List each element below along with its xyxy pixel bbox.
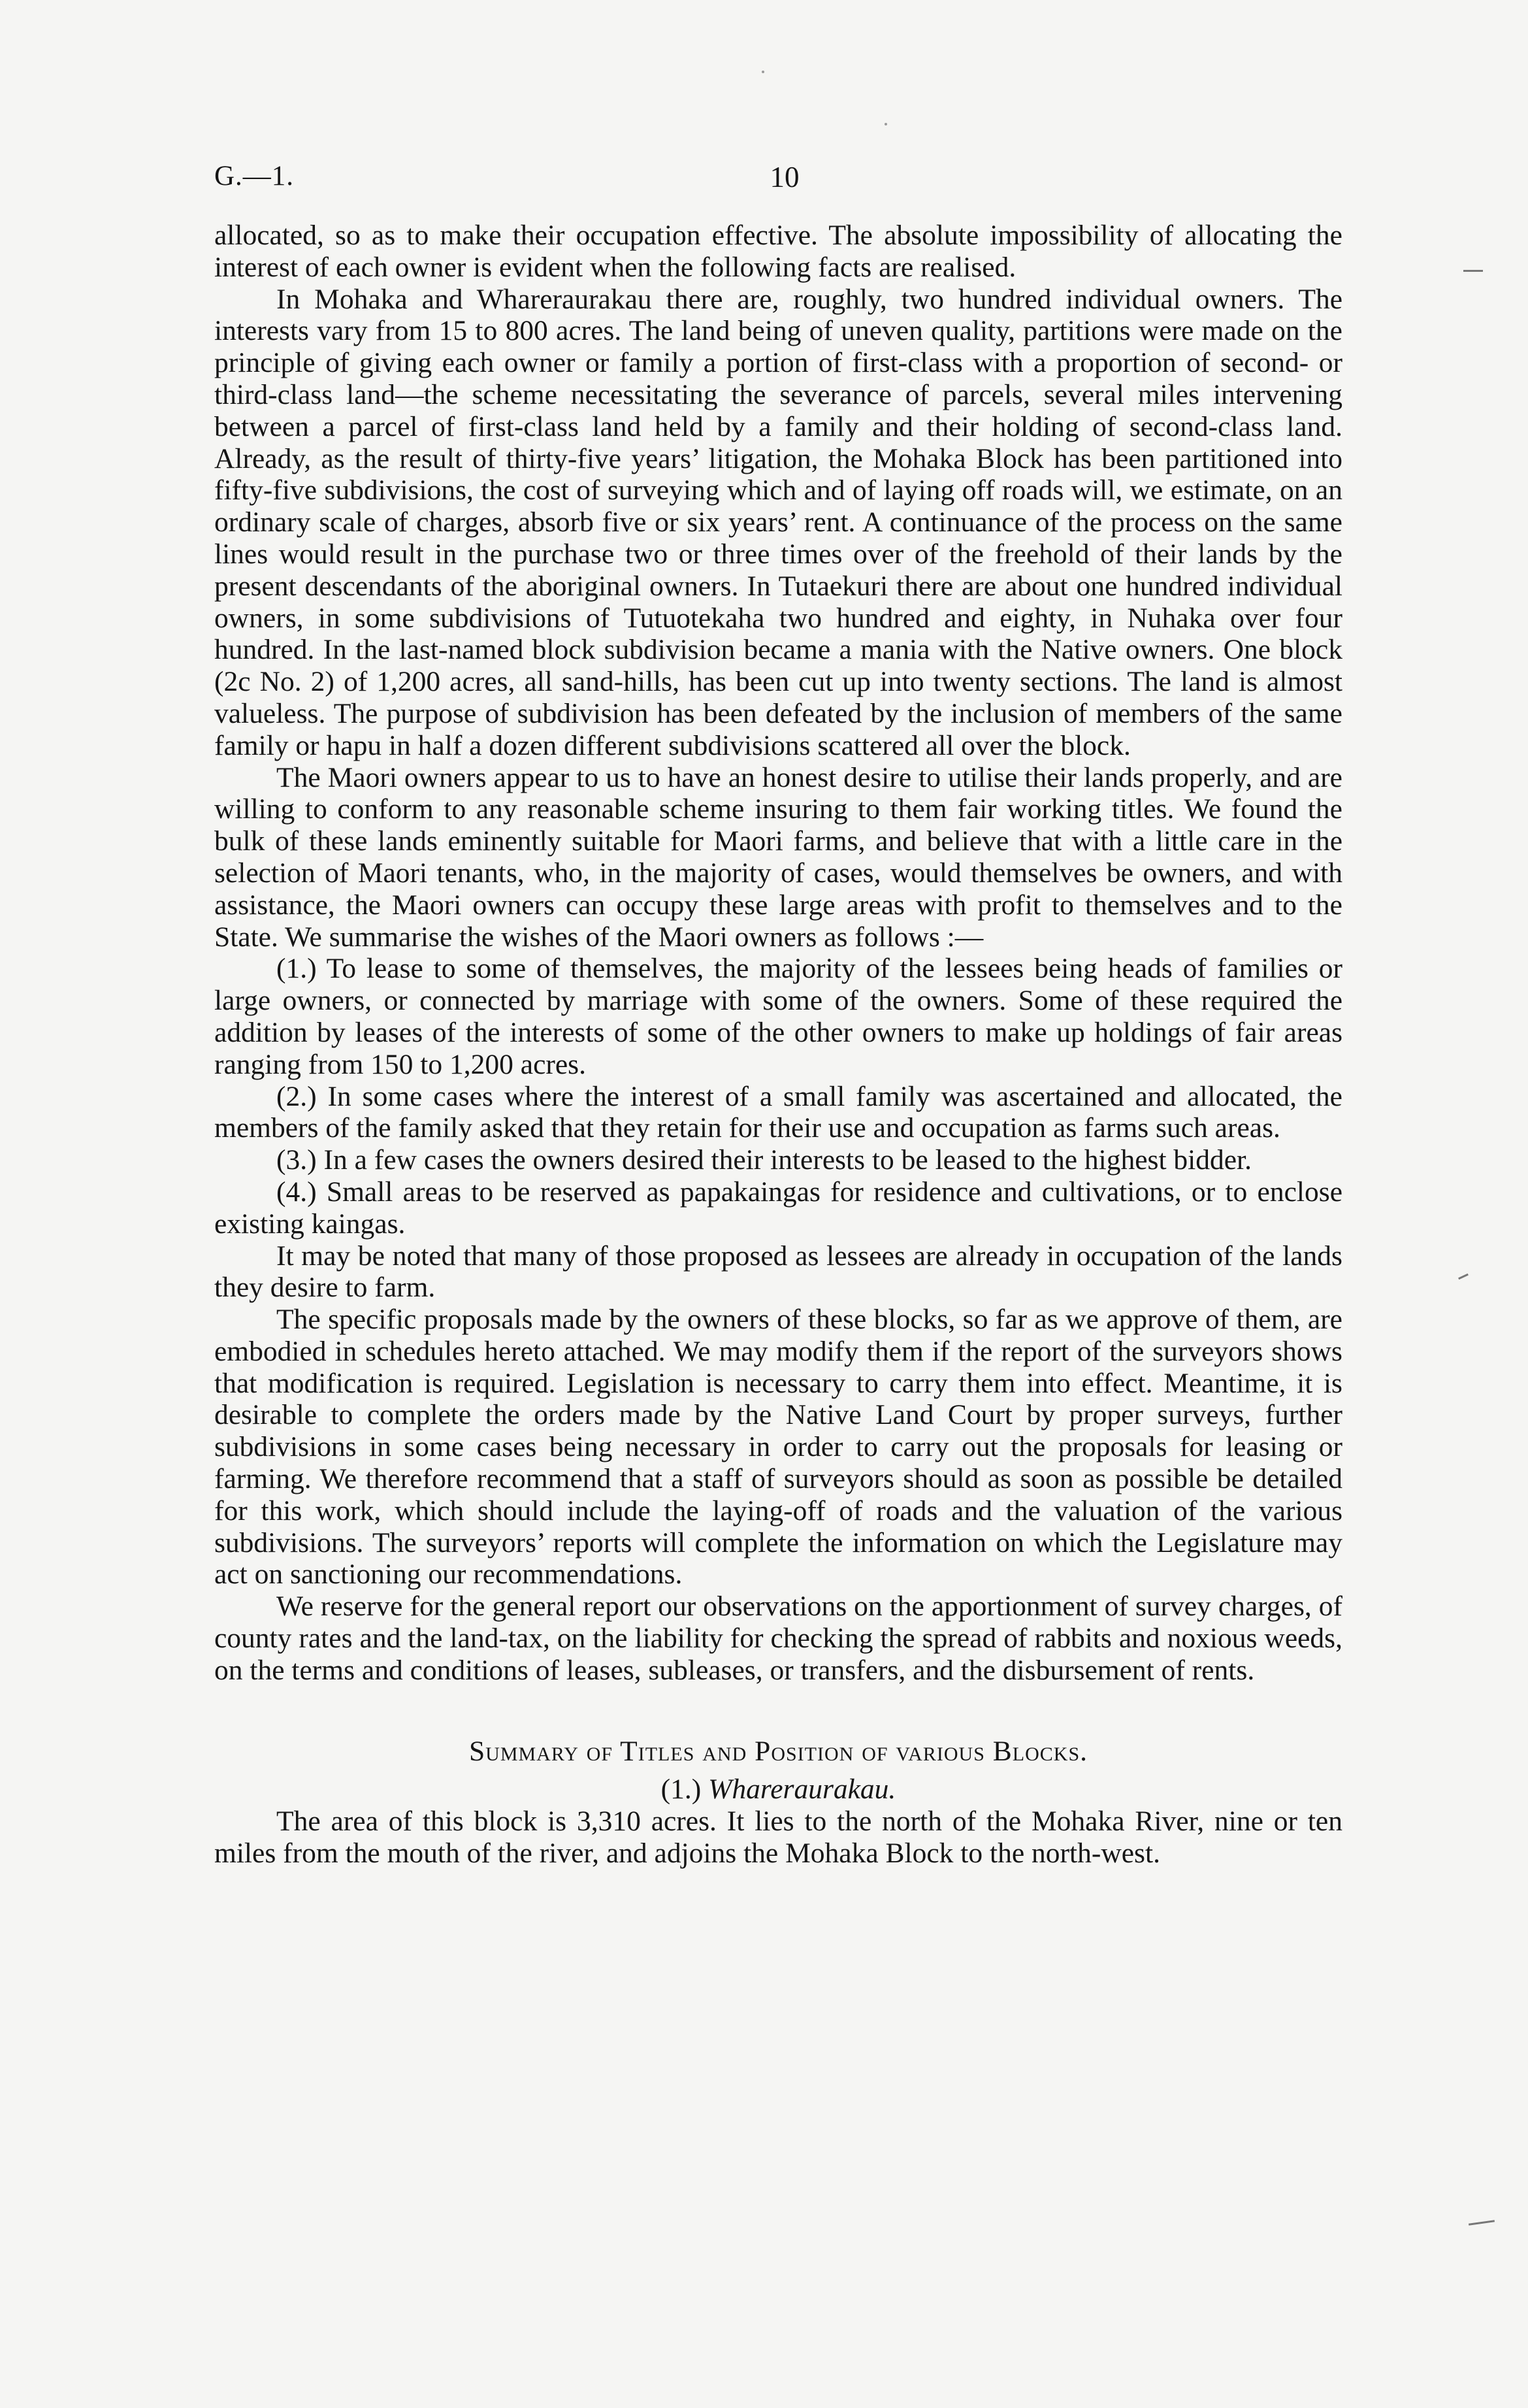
- paragraph: The Maori owners appear to us to have an honest desire to utilise their lands properly, and are willing to conform to any reasonable scheme insuring to them fair working titles. We found the bulk of these lands eminently suitable for Maori farms, and believe that with a little care in the selection of Maori tenants, who, in the majority of cases, would themselves be owners, and with assistance, the Maori owners can occupy these large areas with profit to themselves and to the State. We summarise the wishes of the Maori owners as follows :—: [214, 761, 1342, 953]
- subsection-heading: [214, 1773, 1342, 1806]
- page-number: 10: [770, 161, 800, 193]
- document-code: G.—1.: [214, 161, 295, 191]
- subsection-title: Whareraurakau.: [708, 1773, 896, 1806]
- speck: [762, 71, 764, 73]
- paragraph: The area of this block is 3,310 acres. It lies to the north of the Mohaka River, nine or ten miles from the mouth of the river, and adjoins the Mohaka Block to the north-west.: [214, 1806, 1342, 1870]
- margin-mark: [1463, 270, 1483, 272]
- subsection-number: (1.): [660, 1773, 702, 1806]
- list-item: (4.) Small areas to be reserved as papakaingas for residence and cultivations, or to enclose existing kaingas.: [214, 1176, 1342, 1240]
- paragraph: allocated, so as to make their occupation effective. The absolute impossibility of allocating the interest of each owner is evident when the following facts are realised.: [214, 220, 1342, 283]
- list-item: (2.) In some cases where the interest of a small family was ascertained and allocated, the members of the family asked that they retain for their use and occupation as farms such areas.: [214, 1080, 1342, 1144]
- speck: [885, 123, 887, 125]
- margin-mark: [1469, 2220, 1495, 2226]
- list-item: (1.) To lease to some of themselves, the majority of the lessees being heads of families or large owners, or connected by marriage with some of the owners. Some of these required the addition by leases of the interests of some of the other owners to make up holdings of fair areas ranging from 150 to 1,200 acres.: [214, 953, 1342, 1080]
- paragraph: It may be noted that many of those proposed as lessees are already in occupation of the lands they desire to farm.: [214, 1240, 1342, 1304]
- body-text: [214, 220, 1342, 1870]
- paragraph: We reserve for the general report our observations on the apportionment of survey charges, of county rates and the land-tax, on the liability for checking the spread of rabbits and noxious weeds, on the terms and conditions of leases, subleases, or transfers, and the disbursement of rents.: [214, 1591, 1342, 1686]
- page-header: [214, 160, 1355, 206]
- paragraph: The specific proposals made by the owners of these blocks, so far as we approve of them, are embodied in schedules hereto attached. We may modify them if the report of the surveyors shows that modification is required. Legislation is necessary to carry them into effect. Meantime, it is desirable to complete the orders made by the Native Land Court by proper surveys, further subdivisions in some cases being necessary in order to carry out the proposals for leasing or farming. We therefore recommend that a staff of surveyors should as soon as possible be detailed for this work, which should include the laying-off of roads and the valuation of the various subdivisions. The surveyors’ reports will complete the information on which the Legislature may act on sanctioning our recommendations.: [214, 1304, 1342, 1591]
- section-heading: Summary of Titles and Position of various Blocks.: [468, 1735, 1088, 1767]
- paragraph: In Mohaka and Whareraurakau there are, roughly, two hundred individual owners. The interests vary from 15 to 800 acres. The land being of uneven quality, partitions were made on the principle of giving each owner or family a portion of first-class with a proportion of second- or third-class land—the scheme necessitating the severance of parcels, several miles intervening between a parcel of first-class land held by a family and their holding of second-class land. Already, as the result of thirty-five years’ litigation, the Mohaka Block has been partitioned into fifty-five subdivisions, the cost of surveying which and of laying off roads will, we estimate, on an ordinary scale of charges, absorb five or six years’ rent. A continuance of the process on the same lines would result in the purchase two or three times over of the freehold of their lands by the present descendants of the aboriginal owners. In Tutaekuri there are about one hundred individual owners, in some subdivisions of Tutuotekaha two hundred and eighty, in Nuhaka over four hundred. In the last-named block subdivision became a mania with the Native owners. One block (2c No. 2) of 1,200 acres, all sand-hills, has been cut up into twenty sections. The land is almost valueless. The purpose of subdivision has been defeated by the inclusion of members of the same family or hapu in half a dozen different subdivisions scattered all over the block.: [214, 283, 1342, 761]
- list-item: (3.) In a few cases the owners desired their interests to be leased to the highest bidder.: [276, 1144, 1252, 1176]
- margin-mark: [1458, 1274, 1469, 1279]
